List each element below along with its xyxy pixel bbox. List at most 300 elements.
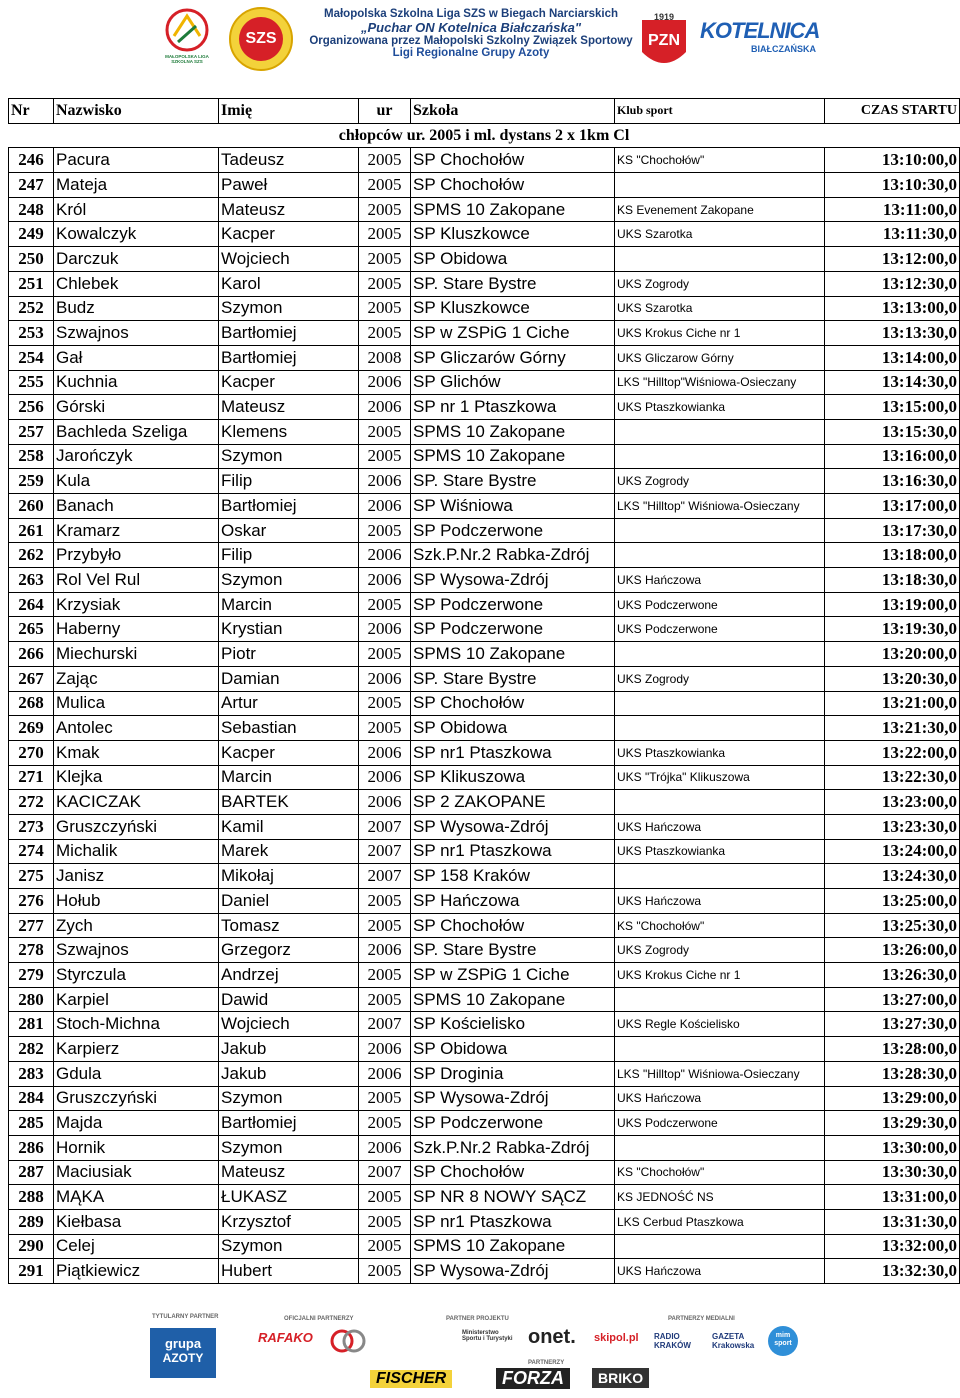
first-name: Artur (219, 691, 359, 716)
birth-year: 2006 (359, 1061, 411, 1086)
surname: Bachleda Szeliga (54, 419, 219, 444)
surname: Celej (54, 1234, 219, 1259)
column-header-ur: ur (359, 99, 411, 124)
bib-number: 272 (9, 790, 54, 815)
school: SP Glichów (411, 370, 615, 395)
start-time: 13:15:30,0 (825, 419, 960, 444)
table-row (9, 790, 960, 815)
table-row (9, 271, 960, 296)
school: SP Wysowa-Zdrój (411, 814, 615, 839)
surname: Szwajnos (54, 938, 219, 963)
bib-number: 275 (9, 864, 54, 889)
school: SP Wysowa-Zdrój (411, 1259, 615, 1284)
school: SP Podczerwone (411, 617, 615, 642)
club: UKS Regle Kościelisko (615, 1012, 825, 1037)
birth-year: 2007 (359, 1012, 411, 1037)
table-row (9, 296, 960, 321)
bib-number: 248 (9, 197, 54, 222)
bib-number: 255 (9, 370, 54, 395)
birth-year: 2005 (359, 963, 411, 988)
rafako-logo: RAFAKO (258, 1330, 313, 1345)
kotelnica-logo-text: KOTELNICA (700, 18, 820, 43)
club: UKS Zogrody (615, 271, 825, 296)
club (615, 543, 825, 568)
club (615, 864, 825, 889)
start-time: 13:15:00,0 (825, 395, 960, 420)
school: SP w ZSPiG 1 Ciche (411, 963, 615, 988)
first-name: Bartłomiej (219, 345, 359, 370)
birth-year: 2007 (359, 864, 411, 889)
school: SP NR 8 NOWY SĄCZ (411, 1185, 615, 1210)
start-time: 13:23:00,0 (825, 790, 960, 815)
birth-year: 2005 (359, 592, 411, 617)
surname: Darczuk (54, 247, 219, 272)
start-time: 13:28:30,0 (825, 1061, 960, 1086)
club (615, 1234, 825, 1259)
school: SPMS 10 Zakopane (411, 197, 615, 222)
surname: Hołub (54, 889, 219, 914)
school: SP Wysowa-Zdrój (411, 568, 615, 593)
table-row (9, 642, 960, 667)
start-time: 13:10:30,0 (825, 173, 960, 198)
surname: Karpiel (54, 987, 219, 1012)
table-row (9, 592, 960, 617)
first-name: Damian (219, 666, 359, 691)
surname: Kramarz (54, 518, 219, 543)
table-row (9, 148, 960, 173)
club: UKS Hańczowa (615, 814, 825, 839)
school: SP Obidowa (411, 716, 615, 741)
club (615, 173, 825, 198)
table-row (9, 716, 960, 741)
surname: Gruszczyński (54, 1086, 219, 1111)
table-row (9, 321, 960, 346)
category-label: chłopców ur. 2005 i ml. dystans 2 x 1km Cl (9, 123, 960, 148)
surname: Budz (54, 296, 219, 321)
birth-year: 2006 (359, 568, 411, 593)
birth-year: 2005 (359, 691, 411, 716)
league-title-line4: Ligi Regionalne Grupy Azoty (392, 47, 550, 59)
table-row (9, 543, 960, 568)
birth-year: 2005 (359, 1259, 411, 1284)
start-time: 13:27:30,0 (825, 1012, 960, 1037)
club (615, 1037, 825, 1062)
birth-year: 2007 (359, 839, 411, 864)
column-header-imie: Imię (219, 99, 359, 124)
table-row (9, 1061, 960, 1086)
birth-year: 2006 (359, 740, 411, 765)
club: KS "Chochołów" (615, 913, 825, 938)
bib-number: 253 (9, 321, 54, 346)
club (615, 247, 825, 272)
briko-logo: BRIKO (592, 1368, 649, 1388)
start-time: 13:31:30,0 (825, 1209, 960, 1234)
bib-number: 267 (9, 666, 54, 691)
start-list-body (9, 148, 960, 1284)
club: UKS Podczerwone (615, 592, 825, 617)
start-time: 13:12:00,0 (825, 247, 960, 272)
table-row (9, 222, 960, 247)
birth-year: 2005 (359, 444, 411, 469)
league-title-line1: Małopolska Szkolna Liga SZS w Biegach Narciarskich (324, 8, 618, 20)
first-name: Bartłomiej (219, 1111, 359, 1136)
club: UKS Ptaszkowianka (615, 839, 825, 864)
bib-number: 252 (9, 296, 54, 321)
table-row (9, 1160, 960, 1185)
start-time: 13:11:30,0 (825, 222, 960, 247)
birth-year: 2005 (359, 1086, 411, 1111)
mim-sport-logo-text: mim sport (774, 1332, 792, 1347)
bib-number: 273 (9, 814, 54, 839)
surname: Mateja (54, 173, 219, 198)
bib-number: 277 (9, 913, 54, 938)
school: SPMS 10 Zakopane (411, 444, 615, 469)
surname: Przybyło (54, 543, 219, 568)
bib-number: 274 (9, 839, 54, 864)
birth-year: 2006 (359, 1135, 411, 1160)
first-name: Marcin (219, 765, 359, 790)
surname: Styrczula (54, 963, 219, 988)
birth-year: 2006 (359, 494, 411, 519)
bib-number: 258 (9, 444, 54, 469)
school: SP nr 1 Ptaszkowa (411, 395, 615, 420)
school: SP Chochołów (411, 691, 615, 716)
school: SP Klikuszowa (411, 765, 615, 790)
club: UKS Hańczowa (615, 568, 825, 593)
bib-number: 279 (9, 963, 54, 988)
school: SP Chochołów (411, 173, 615, 198)
club: UKS Gliczarow Górny (615, 345, 825, 370)
start-time: 13:31:00,0 (825, 1185, 960, 1210)
table-row (9, 963, 960, 988)
bib-number: 287 (9, 1160, 54, 1185)
club: UKS Szarotka (615, 296, 825, 321)
first-name: Karol (219, 271, 359, 296)
table-row (9, 666, 960, 691)
table-row (9, 395, 960, 420)
surname: Kmak (54, 740, 219, 765)
club (615, 1135, 825, 1160)
gazeta-krakowska-logo: GAZETA Krakowska (712, 1332, 755, 1350)
school: SP w ZSPiG 1 Ciche (411, 321, 615, 346)
first-name: Piotr (219, 642, 359, 667)
club: UKS Podczerwone (615, 617, 825, 642)
kotelnica-logo (700, 18, 824, 58)
club (615, 790, 825, 815)
surname: Janisz (54, 864, 219, 889)
bib-number: 290 (9, 1234, 54, 1259)
start-list-table (8, 98, 960, 1284)
school: SP. Stare Bystre (411, 666, 615, 691)
start-time: 13:32:00,0 (825, 1234, 960, 1259)
birth-year: 2005 (359, 197, 411, 222)
birth-year: 2005 (359, 987, 411, 1012)
first-name: Grzegorz (219, 938, 359, 963)
birth-year: 2005 (359, 148, 411, 173)
first-name: Tadeusz (219, 148, 359, 173)
start-time: 13:29:30,0 (825, 1111, 960, 1136)
school: SP Obidowa (411, 247, 615, 272)
first-name: Hubert (219, 1259, 359, 1284)
birth-year: 2005 (359, 913, 411, 938)
school: Szk.P.Nr.2 Rabka-Zdrój (411, 1135, 615, 1160)
surname: Miechurski (54, 642, 219, 667)
surname: Hornik (54, 1135, 219, 1160)
start-time: 13:22:30,0 (825, 765, 960, 790)
table-row (9, 987, 960, 1012)
school: SP Kluszkowce (411, 296, 615, 321)
surname: Rol Vel Rul (54, 568, 219, 593)
birth-year: 2005 (359, 173, 411, 198)
birth-year: 2005 (359, 296, 411, 321)
club: UKS Ptaszkowianka (615, 740, 825, 765)
ministry-logo: Ministerstwo Sportu i Turystyki (462, 1330, 513, 1342)
birth-year: 2006 (359, 666, 411, 691)
school: SPMS 10 Zakopane (411, 419, 615, 444)
start-time: 13:19:30,0 (825, 617, 960, 642)
table-row (9, 469, 960, 494)
bib-number: 261 (9, 518, 54, 543)
first-name: Filip (219, 543, 359, 568)
bib-number: 280 (9, 987, 54, 1012)
birth-year: 2005 (359, 222, 411, 247)
club (615, 419, 825, 444)
footer-label-title-partner: TYTULARNY PARTNER (152, 1314, 219, 1320)
school: SP Podczerwone (411, 518, 615, 543)
start-time: 13:13:00,0 (825, 296, 960, 321)
birth-year: 2005 (359, 1185, 411, 1210)
start-time: 13:21:00,0 (825, 691, 960, 716)
table-row (9, 1012, 960, 1037)
bib-number: 259 (9, 469, 54, 494)
club: KS JEDNOŚĆ NS (615, 1185, 825, 1210)
grupa-azoty-logo (150, 1328, 216, 1378)
club: LKS "Hilltop"Wiśniowa-Osieczany (615, 370, 825, 395)
bib-number: 250 (9, 247, 54, 272)
surname: Pacura (54, 148, 219, 173)
birth-year: 2007 (359, 1160, 411, 1185)
surname: Stoch-Michna (54, 1012, 219, 1037)
table-row (9, 864, 960, 889)
first-name: Bartłomiej (219, 321, 359, 346)
column-header-klub: Klub sport (615, 99, 825, 124)
surname: Król (54, 197, 219, 222)
club: UKS Zogrody (615, 938, 825, 963)
table-row (9, 197, 960, 222)
first-name: Krzysztof (219, 1209, 359, 1234)
table-row (9, 1135, 960, 1160)
first-name: Kamil (219, 814, 359, 839)
birth-year: 2005 (359, 271, 411, 296)
bib-number: 257 (9, 419, 54, 444)
first-name: Kacper (219, 370, 359, 395)
skipol-logo: skipol.pl (594, 1332, 639, 1344)
footer-label-media-partners: PARTNERZY MEDIALNI (668, 1316, 735, 1322)
bib-number: 254 (9, 345, 54, 370)
malopolska-liga-logo (160, 6, 214, 68)
start-time: 13:10:00,0 (825, 148, 960, 173)
birth-year: 2006 (359, 370, 411, 395)
school: SP Kościelisko (411, 1012, 615, 1037)
page-header (0, 0, 960, 96)
bib-number: 286 (9, 1135, 54, 1160)
surname: Gał (54, 345, 219, 370)
surname: Górski (54, 395, 219, 420)
first-name: Klemens (219, 419, 359, 444)
first-name: Marcin (219, 592, 359, 617)
first-name: Jakub (219, 1061, 359, 1086)
club (615, 518, 825, 543)
surname: Klejka (54, 765, 219, 790)
club: UKS Zogrody (615, 469, 825, 494)
table-row (9, 494, 960, 519)
school: SP. Stare Bystre (411, 938, 615, 963)
school: Szk.P.Nr.2 Rabka-Zdrój (411, 543, 615, 568)
start-time: 13:26:30,0 (825, 963, 960, 988)
birth-year: 2005 (359, 321, 411, 346)
mim-sport-logo (768, 1326, 798, 1356)
table-row (9, 814, 960, 839)
first-name: Szymon (219, 444, 359, 469)
pkn-logo (330, 1326, 366, 1356)
club (615, 987, 825, 1012)
birth-year: 2006 (359, 1037, 411, 1062)
start-time: 13:20:30,0 (825, 666, 960, 691)
first-name: Kacper (219, 740, 359, 765)
birth-year: 2005 (359, 419, 411, 444)
school: SPMS 10 Zakopane (411, 987, 615, 1012)
first-name: Tomasz (219, 913, 359, 938)
start-time: 13:13:30,0 (825, 321, 960, 346)
school: SP Podczerwone (411, 1111, 615, 1136)
school: SP Chochołów (411, 148, 615, 173)
birth-year: 2005 (359, 1209, 411, 1234)
school: SP Chochołów (411, 913, 615, 938)
start-time: 13:12:30,0 (825, 271, 960, 296)
start-time: 13:18:30,0 (825, 568, 960, 593)
table-row (9, 247, 960, 272)
start-time: 13:21:30,0 (825, 716, 960, 741)
surname: Kula (54, 469, 219, 494)
first-name: Wojciech (219, 247, 359, 272)
school: SP Chochołów (411, 1160, 615, 1185)
first-name: Mateusz (219, 395, 359, 420)
first-name: Marek (219, 839, 359, 864)
forza-logo: FORZA (496, 1368, 570, 1389)
first-name: Mateusz (219, 197, 359, 222)
sponsors-footer (0, 1308, 960, 1398)
first-name: Paweł (219, 173, 359, 198)
bib-number: 269 (9, 716, 54, 741)
table-row (9, 740, 960, 765)
surname: Gdula (54, 1061, 219, 1086)
start-time: 13:17:00,0 (825, 494, 960, 519)
birth-year: 2005 (359, 642, 411, 667)
table-row (9, 938, 960, 963)
birth-year: 2005 (359, 247, 411, 272)
school: SP Podczerwone (411, 592, 615, 617)
table-row (9, 765, 960, 790)
pzn-logo-year: 1919 (653, 12, 675, 22)
bib-number: 283 (9, 1061, 54, 1086)
surname: Piątkiewicz (54, 1259, 219, 1284)
birth-year: 2005 (359, 1111, 411, 1136)
first-name: Szymon (219, 568, 359, 593)
school: SP Gliczarów Górny (411, 345, 615, 370)
surname: Mulica (54, 691, 219, 716)
club: LKS Cerbud Ptaszkowa (615, 1209, 825, 1234)
school: SP nr1 Ptaszkowa (411, 740, 615, 765)
birth-year: 2005 (359, 889, 411, 914)
club (615, 716, 825, 741)
surname: Szwajnos (54, 321, 219, 346)
start-time: 13:29:00,0 (825, 1086, 960, 1111)
school: SP nr1 Ptaszkowa (411, 839, 615, 864)
surname: Zając (54, 666, 219, 691)
birth-year: 2005 (359, 518, 411, 543)
surname: Krzysiak (54, 592, 219, 617)
league-title (306, 8, 636, 59)
club (615, 444, 825, 469)
club: UKS Zogrody (615, 666, 825, 691)
club: LKS "Hilltop" Wiśniowa-Osieczany (615, 494, 825, 519)
malopolska-liga-logo-text: MAŁOPOLSKA LIGA SZKOLNA SZS (165, 54, 209, 64)
birth-year: 2008 (359, 345, 411, 370)
table-row (9, 617, 960, 642)
league-title-line2: „Puchar ON Kotelnica Białczańska" (360, 20, 582, 35)
first-name: Sebastian (219, 716, 359, 741)
first-name: Bartłomiej (219, 494, 359, 519)
bib-number: 256 (9, 395, 54, 420)
club (615, 691, 825, 716)
surname: Kuchnia (54, 370, 219, 395)
table-row (9, 345, 960, 370)
school: SP Hańczowa (411, 889, 615, 914)
school: SPMS 10 Zakopane (411, 642, 615, 667)
birth-year: 2006 (359, 790, 411, 815)
bib-number: 281 (9, 1012, 54, 1037)
school: SP. Stare Bystre (411, 469, 615, 494)
first-name: Daniel (219, 889, 359, 914)
school: SP Wiśniowa (411, 494, 615, 519)
surname: Antolec (54, 716, 219, 741)
club: UKS Krokus Ciche nr 1 (615, 963, 825, 988)
surname: MĄKA (54, 1185, 219, 1210)
first-name: Oskar (219, 518, 359, 543)
start-time: 13:17:30,0 (825, 518, 960, 543)
table-row (9, 1111, 960, 1136)
club: UKS Szarotka (615, 222, 825, 247)
bib-number: 260 (9, 494, 54, 519)
pzn-logo-text: PZN (648, 32, 680, 49)
club: UKS Hańczowa (615, 889, 825, 914)
table-row (9, 518, 960, 543)
start-time: 13:20:00,0 (825, 642, 960, 667)
surname: Kiełbasa (54, 1209, 219, 1234)
club: KS "Chochołów" (615, 1160, 825, 1185)
column-header-nr: Nr (9, 99, 54, 124)
club: UKS Hańczowa (615, 1259, 825, 1284)
birth-year: 2006 (359, 938, 411, 963)
surname: Haberny (54, 617, 219, 642)
first-name: Wojciech (219, 1012, 359, 1037)
first-name: ŁUKASZ (219, 1185, 359, 1210)
start-time: 13:14:00,0 (825, 345, 960, 370)
start-time: 13:18:00,0 (825, 543, 960, 568)
club: KS Evenement Zakopane (615, 197, 825, 222)
surname: Gruszczyński (54, 814, 219, 839)
footer-label-project-partner: PARTNER PROJEKTU (446, 1316, 509, 1322)
